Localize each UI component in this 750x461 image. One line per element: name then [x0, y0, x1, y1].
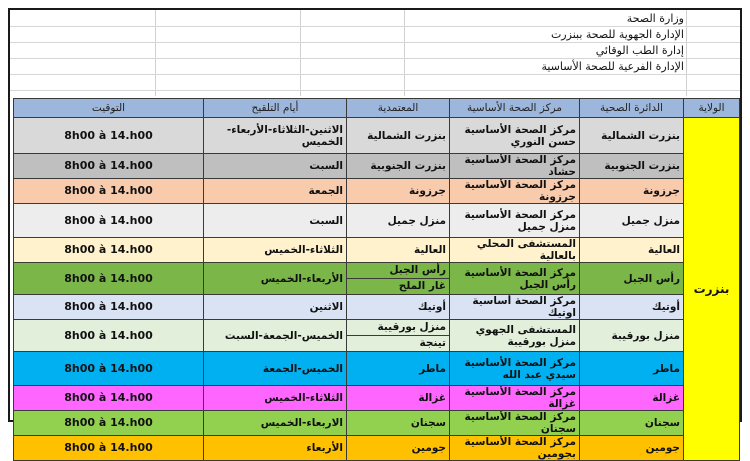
- days-cell: الأربعاء: [204, 436, 347, 461]
- center-cell: مركز الصحة الأساسية بجومين: [450, 436, 580, 461]
- district-cell: بنزرت الشمالية: [580, 118, 684, 154]
- days-cell: الاثنين: [204, 295, 347, 320]
- table-header-row: [14, 99, 740, 118]
- delegation-line: تينجة: [419, 337, 446, 349]
- primary-health-subdirectorate: الإدارة الفرعية للصحة الأساسية: [541, 60, 684, 73]
- governorate-cell: بنزرت: [684, 118, 740, 461]
- table-row: [14, 352, 740, 386]
- table-row: [14, 238, 740, 263]
- vaccination-schedule-table: [13, 98, 740, 461]
- delegation-cell: ماطر: [347, 352, 450, 386]
- district-cell: العالية: [580, 238, 684, 263]
- table-row: [14, 179, 740, 204]
- days-cell: الخميس-الجمعة-السبت: [204, 320, 347, 352]
- district-cell: جرزونة: [580, 179, 684, 204]
- center-cell: مركز الصحة الأساسية سجنان: [450, 411, 580, 436]
- delegation-cell: أوتيك: [347, 295, 450, 320]
- center-cell: مركز الصحة الأساسية حسن النوري: [450, 118, 580, 154]
- delegation-cell: [347, 263, 450, 295]
- days-cell: الاربعاء-الخميس: [204, 411, 347, 436]
- center-cell: مركز الصحة الأساسية رأس الجبل: [450, 263, 580, 295]
- table-row: [14, 263, 740, 295]
- center-cell: مركز الصحة الأساسية غزالة: [450, 386, 580, 411]
- delegation-cell: غزالة: [347, 386, 450, 411]
- time-cell: 8h00 à 14.h00: [14, 352, 204, 386]
- district-cell: بنزرت الجنوبية: [580, 154, 684, 179]
- district-cell: سجنان: [580, 411, 684, 436]
- delegation-cell: بنزرت الجنوبية: [347, 154, 450, 179]
- time-cell: 8h00 à 14.h00: [14, 204, 204, 238]
- days-cell: الثلاثاء-الخميس: [204, 238, 347, 263]
- center-cell: المستشفى الجهوي منزل بورقيبة: [450, 320, 580, 352]
- center-cell: مركز الصحة الأساسية منزل جميل: [450, 204, 580, 238]
- delegation-line: غار الملح: [398, 280, 446, 292]
- center-cell: مركز الصحة الأساسية جرزونة: [450, 179, 580, 204]
- center-cell: المستشفى المحلي بالعالية: [450, 238, 580, 263]
- time-cell: 8h00 à 14.h00: [14, 295, 204, 320]
- table-row: [14, 204, 740, 238]
- header-district: الدائرة الصحية: [580, 99, 684, 118]
- delegation-cell: العالية: [347, 238, 450, 263]
- table-row: [14, 320, 740, 352]
- table-row: [14, 295, 740, 320]
- delegation-cell: جرزونة: [347, 179, 450, 204]
- days-cell: الخميس-الجمعة: [204, 352, 347, 386]
- days-cell: السبت: [204, 204, 347, 238]
- header-time: التوقيت: [14, 99, 204, 118]
- district-cell: منزل بورقيبة: [580, 320, 684, 352]
- district-cell: أوتيك: [580, 295, 684, 320]
- header-center: مركز الصحة الأساسية: [450, 99, 580, 118]
- district-cell: ماطر: [580, 352, 684, 386]
- letterhead: [10, 10, 740, 96]
- spreadsheet: [8, 8, 742, 460]
- center-cell: مركز الصحة الأساسية سيدي عبد الله: [450, 352, 580, 386]
- ministry-name: وزارة الصحة: [626, 12, 684, 25]
- time-cell: 8h00 à 14.h00: [14, 436, 204, 461]
- table-row: [14, 386, 740, 411]
- time-cell: 8h00 à 14.h00: [14, 386, 204, 411]
- table-row: [14, 411, 740, 436]
- header-delegation: المعتمدية: [347, 99, 450, 118]
- delegation-line: رأس الجبل: [347, 263, 449, 279]
- time-cell: 8h00 à 14.h00: [14, 320, 204, 352]
- district-cell: جومين: [580, 436, 684, 461]
- delegation-cell: [347, 320, 450, 352]
- delegation-cell: جومين: [347, 436, 450, 461]
- days-cell: الجمعة: [204, 179, 347, 204]
- time-cell: 8h00 à 14.h00: [14, 238, 204, 263]
- table-row: [14, 118, 740, 154]
- table-row: [14, 154, 740, 179]
- regional-directorate: الإدارة الجهوية للصحة ببنزرت: [550, 28, 684, 41]
- time-cell: 8h00 à 14.h00: [14, 118, 204, 154]
- grid-row: [10, 74, 740, 91]
- district-cell: رأس الجبل: [580, 263, 684, 295]
- table-row: [14, 436, 740, 461]
- time-cell: 8h00 à 14.h00: [14, 263, 204, 295]
- time-cell: 8h00 à 14.h00: [14, 154, 204, 179]
- delegation-cell: سجنان: [347, 411, 450, 436]
- time-cell: 8h00 à 14.h00: [14, 411, 204, 436]
- delegation-line: منزل بورقيبة: [347, 320, 449, 336]
- days-cell: الاثنين-الثلاثاء-الأربعاء-الخميس: [204, 118, 347, 154]
- days-cell: السبت: [204, 154, 347, 179]
- header-days: أيام التلقيح: [204, 99, 347, 118]
- time-cell: 8h00 à 14.h00: [14, 179, 204, 204]
- district-cell: منزل جميل: [580, 204, 684, 238]
- district-cell: غزالة: [580, 386, 684, 411]
- days-cell: الثلاثاء-الخميس: [204, 386, 347, 411]
- preventive-medicine-directorate: إدارة الطب الوقائي: [595, 44, 684, 57]
- header-governorate: الولاية: [684, 99, 740, 118]
- center-cell: مركز الصحة الأساسية حشاد: [450, 154, 580, 179]
- delegation-cell: بنزرت الشمالية: [347, 118, 450, 154]
- days-cell: الأربعاء-الخميس: [204, 263, 347, 295]
- delegation-cell: منزل جميل: [347, 204, 450, 238]
- center-cell: مركز الصحة أساسية اوتيك: [450, 295, 580, 320]
